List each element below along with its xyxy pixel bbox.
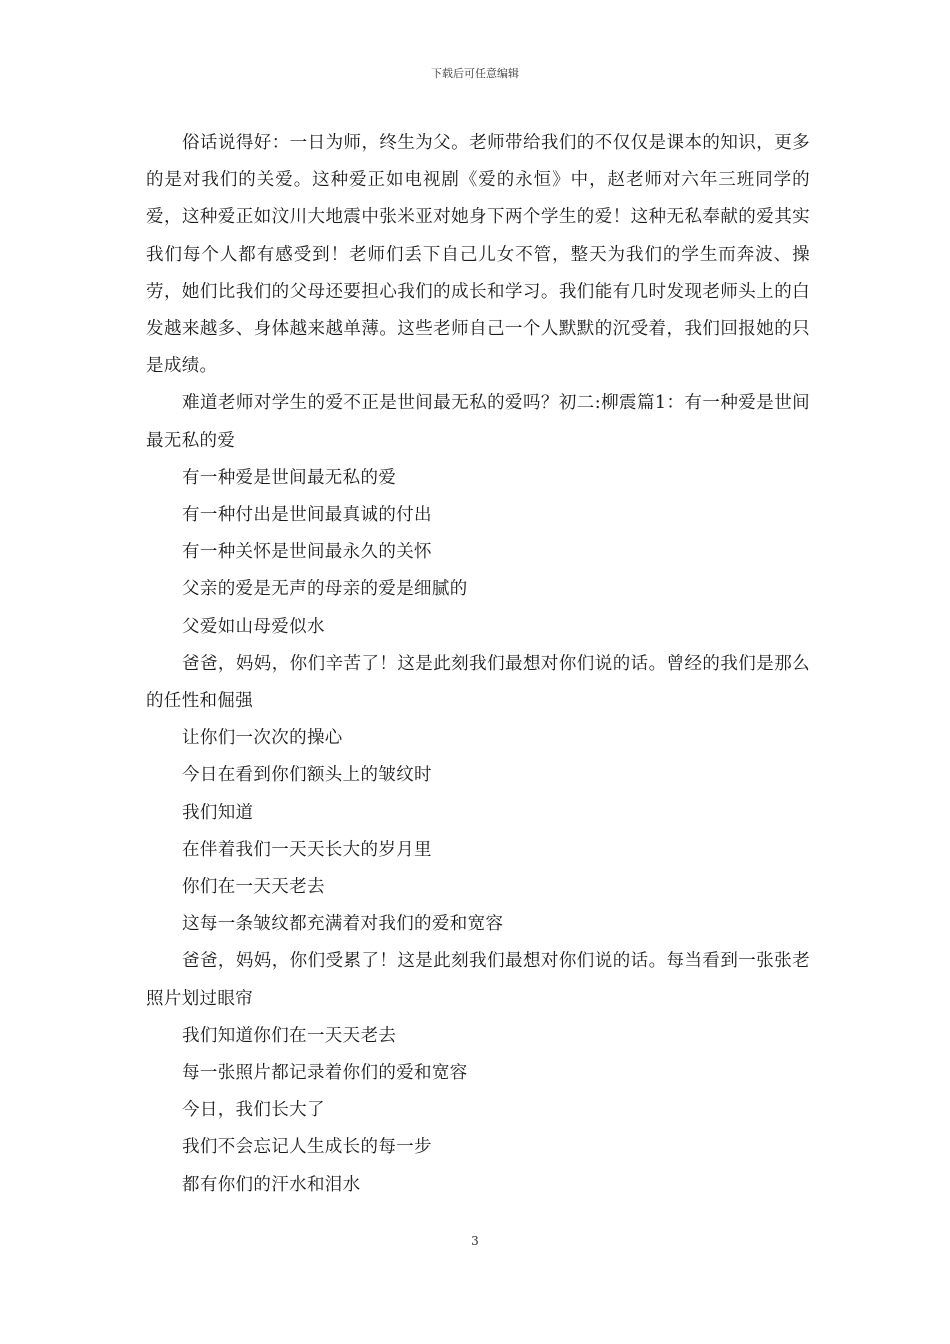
paragraph: 父爱如山母爱似水 [182, 616, 325, 637]
paragraph: 我们不会忘记人生成长的每一步 [182, 1137, 432, 1158]
paragraph: 你们在一天天老去 [182, 877, 325, 898]
paragraph: 我们知道你们在一天天老去 [182, 1025, 397, 1046]
paragraph: 有一种关怀是世间最永久的关怀 [182, 542, 432, 563]
paragraph: 父亲的爱是无声的母亲的爱是细腻的 [182, 579, 468, 600]
paragraph: 在伴着我们一天天长大的岁月里 [182, 839, 432, 860]
paragraph: 每一张照片都记录着你们的爱和宽容 [182, 1063, 468, 1084]
paragraph: 俗话说得好：一日为师，终生为父。老师带给我们的不仅仅是课本的知识，更多的是对我们的关爱。这种爱正如电视剧《爱的永恒》中，赵老师对六年三班同学的爱，这种爱正如汶川大地震中张米亚对她身下两个学生的爱！这种无私奉献的爱其实我们每个人都有感受到！老师们丢下自己儿女不管，整天为我们的学生而奔波、操劳，她们比我们的父母还要担心我们的成长和学习。我们能有几时发现老师头上的白发越来越多、身体越来越单薄。这些老师自己一个人默默的沉受着，我们回报她的只是成绩。 [146, 133, 810, 377]
document-body [146, 125, 810, 1204]
paragraph: 我们知道 [182, 802, 254, 823]
paragraph: 爸爸，妈妈，你们辛苦了！这是此刻我们最想对你们说的话。曾经的我们是那么的任性和倔强 [146, 653, 810, 712]
paragraph: 有一种付出是世间最真诚的付出 [182, 505, 432, 526]
paragraph: 让你们一次次的操心 [182, 728, 343, 749]
paragraph: 今日在看到你们额头上的皱纹时 [182, 765, 432, 786]
paragraph: 难道老师对学生的爱不正是世间最无私的爱吗？初二:柳震篇1：有一种爱是世间最无私的爱 [146, 393, 810, 451]
paragraph: 这每一条皱纹都充满着对我们的爱和宽容 [182, 914, 504, 935]
paragraph: 有一种爱是世间最无私的爱 [182, 467, 397, 488]
page-header: 下载后可任意编辑 [431, 67, 519, 80]
paragraph: 今日，我们长大了 [182, 1100, 325, 1121]
page-number: 3 [471, 1234, 479, 1248]
paragraph: 爸爸，妈妈，你们受累了！这是此刻我们最想对你们说的话。每当看到一张张老照片划过眼帘 [146, 951, 810, 1009]
paragraph: 都有你们的汗水和泪水 [182, 1174, 361, 1195]
